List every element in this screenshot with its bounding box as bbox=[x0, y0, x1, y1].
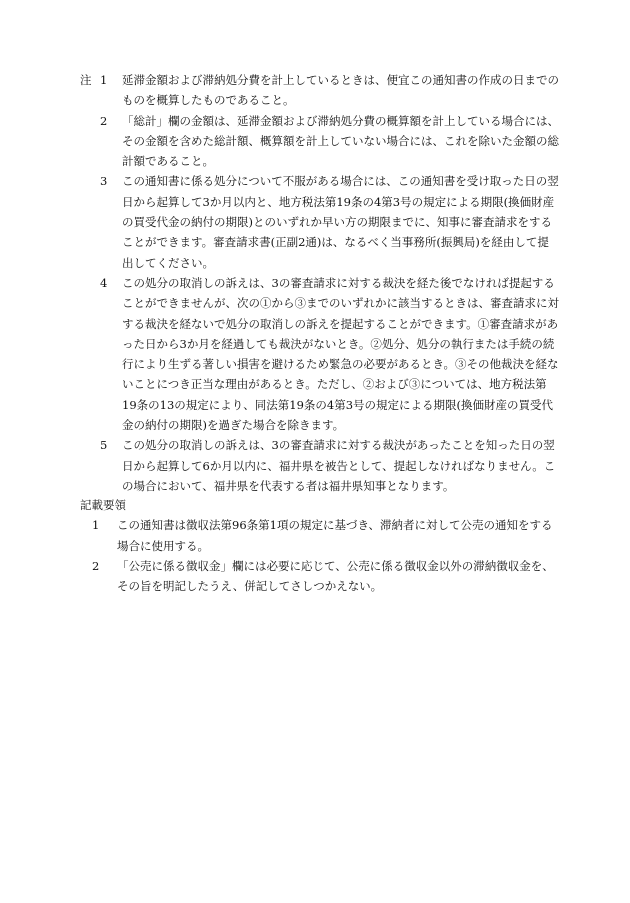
note-item-1 bbox=[80, 70, 560, 111]
instruction-item-1 bbox=[80, 515, 560, 556]
instruction-number: 2 bbox=[92, 558, 100, 573]
note-number: 2 bbox=[100, 113, 108, 128]
instructions-section bbox=[80, 495, 560, 596]
instruction-number: 1 bbox=[92, 518, 100, 533]
note-text: この処分の取消しの訴えは、3の審査請求に対する裁決を経た後でなければ提起することができませんが、次の①から③までのいずれかに該当するときは、審査請求に対する裁決を経ないで処分の取消しの訴えを提起することができます。①審査請求があった日から3か月を経過しても裁決がないとき。②処分、処分の執行または手続の続行により生ずる著しい損害を避けるため緊急の必要があるとき。③その他裁決を経ないことにつき正当な理由があるとき。ただし、②および③については、地方税法第19条の13の規定により、同法第19条の4第3号の規定による期限(換価財産の買受代金の納付の期限)を過ぎた場合を除きます。 bbox=[122, 275, 559, 433]
note-number: 3 bbox=[100, 174, 108, 189]
notes-prefix: 注 bbox=[80, 73, 92, 87]
note-text: 「総計」欄の金額は、延滞金額および滞納処分費の概算額を計上している場合には、その金額を含めた総計額、概算額を計上していない場合には、これを除いた金額の総計額であること。 bbox=[122, 113, 559, 169]
note-item-4 bbox=[80, 273, 560, 435]
instruction-text: 「公売に係る徴収金」欄には必要に応じて、公売に係る徴収金以外の滞納徴収金を、その旨を明記したうえ、併記してさしつかえない。 bbox=[117, 558, 554, 594]
note-item-3 bbox=[80, 171, 560, 272]
note-text: この処分の取消しの訴えは、3の審査請求に対する裁決があったことを知った日の翌日から起算して6か月以内に、福井県を被告として、提起しなければなりません。この場合において、福井県を代表する者は福井県知事となります。 bbox=[122, 438, 556, 493]
note-text: この通知書に係る処分について不服がある場合には、この通知書を受け取った日の翌日から起算して3か月以内と、地方税法第19条の4第3号の規定による期限(換価財産の買受代金の納付の期限)とのいずれか早い方の期限までに、知事に審査請求をすることができます。審査請求書(正副2通)は、なるべく当事務所(振興局)を経由して提出してください。 bbox=[122, 174, 559, 270]
note-number: 5 bbox=[100, 438, 108, 453]
notes-section bbox=[80, 70, 560, 496]
note-number: 4 bbox=[100, 275, 108, 290]
instruction-text: この通知書は徴収法第96条第1項の規定に基づき、滞納者に対して公売の通知をする場合に使用する。 bbox=[117, 518, 553, 553]
note-text: 延滞金額および滞納処分費を計上しているときは、便宜この通知書の作成の日までのものを概算したものであること。 bbox=[122, 73, 559, 108]
note-item-5 bbox=[80, 435, 560, 496]
instructions-title: 記載要領 bbox=[80, 498, 126, 512]
note-item-2 bbox=[80, 111, 560, 172]
instruction-item-2 bbox=[80, 556, 560, 597]
note-number: 1 bbox=[100, 73, 108, 87]
